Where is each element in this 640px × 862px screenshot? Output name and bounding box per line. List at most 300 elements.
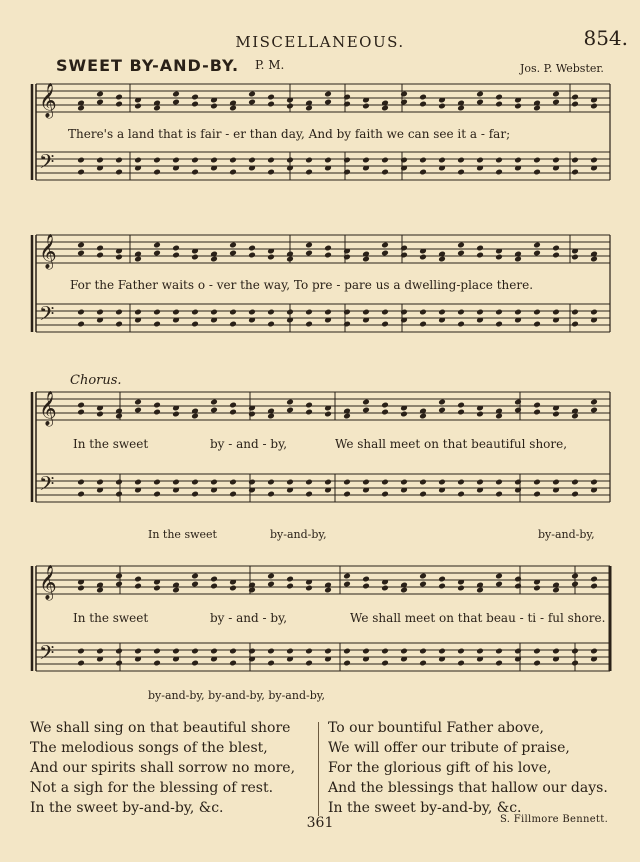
note-head: [419, 491, 427, 498]
note-head: [153, 660, 161, 667]
note-head: [590, 479, 598, 486]
note-head: [495, 660, 503, 667]
lyrics-line-3a: In the sweet: [73, 437, 149, 451]
note-head: [419, 581, 427, 588]
note-head: [476, 587, 484, 594]
note-head: [362, 399, 370, 406]
note-head: [343, 413, 351, 420]
verse-right-line-3: For the glorious gift of his love,: [328, 760, 552, 776]
note-head: [590, 399, 598, 406]
note-head: [514, 479, 522, 486]
note-head: [77, 157, 85, 164]
note-head: [438, 479, 446, 486]
note-head: [362, 648, 370, 655]
note-head: [267, 581, 275, 588]
lyrics-line-4c: We shall meet on that beau - ti - ful shore.: [350, 611, 606, 625]
verse-left: [30, 718, 295, 818]
note-head: [381, 402, 389, 409]
note-head: [438, 583, 446, 590]
note-head: [153, 491, 161, 498]
note-head: [343, 581, 351, 588]
note-head: [381, 491, 389, 498]
chorus-label: Chorus.: [70, 373, 122, 388]
note-head: [495, 94, 503, 101]
note-head: [495, 491, 503, 498]
note-head: [381, 660, 389, 667]
note-head: [210, 479, 218, 486]
note-head: [571, 254, 579, 261]
note-head: [343, 254, 351, 261]
note-head: [77, 491, 85, 498]
note-head: [400, 252, 408, 259]
note-head: [533, 309, 541, 316]
note-head: [476, 252, 484, 259]
note-head: [514, 407, 522, 414]
note-head: [590, 309, 598, 316]
note-head: [305, 321, 313, 328]
note-head: [267, 648, 275, 655]
note-head: [457, 585, 465, 592]
note-head: [77, 321, 85, 328]
note-head: [419, 309, 427, 316]
note-head: [96, 648, 104, 655]
note-head: [115, 413, 123, 420]
note-head: [134, 648, 142, 655]
note-head: [419, 479, 427, 486]
note-head: [134, 256, 142, 263]
note-head: [191, 309, 199, 316]
note-head: [362, 479, 370, 486]
note-head: [153, 309, 161, 316]
note-head: [134, 309, 142, 316]
note-head: [267, 169, 275, 176]
note-head: [286, 648, 294, 655]
note-head: [286, 583, 294, 590]
note-head: [514, 309, 522, 316]
note-head: [229, 242, 237, 249]
note-head: [495, 101, 503, 108]
note-head: [305, 242, 313, 249]
note-head: [229, 660, 237, 667]
note-head: [514, 583, 522, 590]
note-head: [153, 648, 161, 655]
note-head: [115, 157, 123, 164]
note-head: [476, 99, 484, 106]
note-head: [400, 309, 408, 316]
note-head: [438, 648, 446, 655]
note-head: [115, 309, 123, 316]
note-head: [381, 169, 389, 176]
note-head: [267, 413, 275, 420]
note-head: [495, 309, 503, 316]
note-head: [571, 157, 579, 164]
note-head: [172, 91, 180, 98]
note-head: [248, 648, 256, 655]
note-head: [533, 157, 541, 164]
note-head: [229, 105, 237, 112]
note-head: [381, 321, 389, 328]
note-head: [400, 91, 408, 98]
hymn-meter: P. M.: [255, 58, 285, 72]
lyrics-line-4a: In the sweet: [73, 611, 149, 625]
note-head: [305, 105, 313, 112]
lyrics-line-3b: by - and - by,: [210, 437, 288, 451]
note-head: [210, 583, 218, 590]
note-head: [343, 648, 351, 655]
note-head: [419, 157, 427, 164]
note-head: [571, 309, 579, 316]
note-head: [552, 479, 560, 486]
note-head: [229, 250, 237, 257]
note-head: [362, 103, 370, 110]
note-head: [552, 99, 560, 106]
note-head: [115, 648, 123, 655]
note-head: [571, 573, 579, 580]
note-head: [305, 648, 313, 655]
note-head: [267, 491, 275, 498]
lyrics-bass-3a: In the sweet: [148, 528, 217, 541]
note-head: [153, 479, 161, 486]
note-head: [419, 573, 427, 580]
note-head: [172, 411, 180, 418]
note-head: [305, 660, 313, 667]
note-head: [305, 491, 313, 498]
lyrics-bass-4: by-and-by, by-and-by, by-and-by,: [148, 689, 325, 702]
note-head: [343, 660, 351, 667]
note-head: [172, 252, 180, 259]
page-number: 361: [306, 815, 334, 831]
note-head: [77, 242, 85, 249]
note-head: [324, 99, 332, 106]
note-head: [476, 157, 484, 164]
note-head: [191, 660, 199, 667]
note-head: [362, 583, 370, 590]
note-head: [381, 479, 389, 486]
note-head: [115, 573, 123, 580]
note-head: [305, 157, 313, 164]
verse-right-line-4: And the blessings that hallow our days.: [328, 780, 608, 796]
note-head: [362, 309, 370, 316]
note-head: [438, 157, 446, 164]
note-head: [590, 583, 598, 590]
verse-left-line-1: We shall sing on that beautiful shore: [30, 720, 291, 736]
note-head: [400, 411, 408, 418]
verse-right-line-5: In the sweet by-and-by, &c.: [328, 800, 522, 816]
note-head: [286, 399, 294, 406]
note-head: [305, 585, 313, 592]
note-head: [191, 321, 199, 328]
note-head: [134, 399, 142, 406]
note-head: [305, 169, 313, 176]
note-head: [457, 309, 465, 316]
note-head: [571, 101, 579, 108]
note-head: [552, 648, 560, 655]
note-head: [343, 321, 351, 328]
note-head: [153, 169, 161, 176]
verse-left-line-2: The melodious songs of the blest,: [30, 740, 268, 756]
note-head: [229, 648, 237, 655]
note-head: [457, 491, 465, 498]
note-head: [476, 309, 484, 316]
hymn-number: 854.: [583, 26, 628, 50]
note-head: [343, 573, 351, 580]
note-head: [324, 479, 332, 486]
note-head: [381, 250, 389, 257]
note-head: [115, 94, 123, 101]
note-head: [77, 105, 85, 112]
note-head: [305, 250, 313, 257]
note-head: [191, 479, 199, 486]
note-head: [495, 157, 503, 164]
note-head: [267, 573, 275, 580]
note-head: [495, 581, 503, 588]
note-head: [286, 309, 294, 316]
note-head: [571, 491, 579, 498]
note-head: [77, 309, 85, 316]
note-head: [153, 105, 161, 112]
note-head: [457, 402, 465, 409]
note-head: [533, 402, 541, 409]
note-head: [552, 587, 560, 594]
note-head: [533, 648, 541, 655]
lyrics-bass-3c: by-and-by,: [538, 528, 595, 541]
note-head: [248, 587, 256, 594]
note-head: [229, 309, 237, 316]
note-head: [533, 169, 541, 176]
note-head: [134, 583, 142, 590]
note-head: [96, 479, 104, 486]
note-head: [438, 103, 446, 110]
note-head: [552, 309, 560, 316]
note-head: [533, 660, 541, 667]
hymn-title: SWEET BY-AND-BY.: [56, 56, 240, 75]
note-head: [457, 157, 465, 164]
note-head: [172, 99, 180, 106]
note-head: [248, 411, 256, 418]
note-head: [153, 409, 161, 416]
note-head: [153, 402, 161, 409]
note-head: [571, 413, 579, 420]
note-head: [362, 576, 370, 583]
note-head: [172, 479, 180, 486]
note-head: [343, 157, 351, 164]
note-head: [533, 321, 541, 328]
note-head: [476, 245, 484, 252]
note-head: [286, 157, 294, 164]
note-head: [210, 576, 218, 583]
note-head: [571, 581, 579, 588]
note-head: [229, 402, 237, 409]
note-head: [210, 103, 218, 110]
note-head: [248, 479, 256, 486]
note-head: [210, 407, 218, 414]
note-head: [210, 157, 218, 164]
note-head: [191, 94, 199, 101]
note-head: [571, 648, 579, 655]
note-head: [153, 585, 161, 592]
treble-clef-icon: 𝄞: [39, 565, 57, 600]
note-head: [134, 407, 142, 414]
note-head: [381, 105, 389, 112]
note-head: [533, 105, 541, 112]
note-head: [552, 252, 560, 259]
note-head: [229, 169, 237, 176]
note-head: [96, 157, 104, 164]
note-head: [267, 309, 275, 316]
note-head: [96, 587, 104, 594]
note-head: [381, 157, 389, 164]
note-head: [533, 242, 541, 249]
note-head: [457, 660, 465, 667]
note-head: [115, 321, 123, 328]
note-head: [552, 91, 560, 98]
note-head: [229, 479, 237, 486]
note-head: [77, 660, 85, 667]
note-head: [324, 252, 332, 259]
note-head: [191, 648, 199, 655]
note-head: [134, 103, 142, 110]
note-head: [552, 157, 560, 164]
note-head: [172, 309, 180, 316]
note-head: [343, 94, 351, 101]
note-head: [419, 413, 427, 420]
note-head: [191, 254, 199, 261]
note-head: [77, 169, 85, 176]
note-head: [419, 321, 427, 328]
note-head: [153, 242, 161, 249]
note-head: [153, 321, 161, 328]
note-head: [476, 479, 484, 486]
bass-clef-icon: 𝄢: [39, 150, 55, 178]
note-head: [571, 169, 579, 176]
note-head: [324, 648, 332, 655]
lyrics-line-2: For the Father waits o - ver the way, To pre - pare us a dwelling-place there.: [70, 278, 534, 292]
note-head: [533, 585, 541, 592]
note-head: [115, 479, 123, 486]
note-head: [115, 581, 123, 588]
note-head: [96, 309, 104, 316]
note-head: [153, 157, 161, 164]
note-head: [571, 660, 579, 667]
note-head: [229, 491, 237, 498]
note-head: [438, 399, 446, 406]
bass-clef-icon: 𝄢: [39, 641, 55, 669]
note-head: [438, 407, 446, 414]
note-head: [229, 157, 237, 164]
note-head: [96, 411, 104, 418]
note-head: [419, 254, 427, 261]
note-head: [590, 103, 598, 110]
note-head: [267, 660, 275, 667]
note-head: [248, 99, 256, 106]
note-head: [400, 479, 408, 486]
verse-right-line-2: We will offer our tribute of praise,: [328, 740, 570, 756]
note-head: [191, 157, 199, 164]
note-head: [324, 411, 332, 418]
note-head: [381, 409, 389, 416]
note-head: [229, 585, 237, 592]
note-head: [495, 254, 503, 261]
note-head: [419, 94, 427, 101]
note-head: [495, 573, 503, 580]
note-head: [115, 660, 123, 667]
note-head: [343, 491, 351, 498]
note-head: [286, 407, 294, 414]
lyrics-line-4b: by - and - by,: [210, 611, 288, 625]
note-head: [590, 576, 598, 583]
bass-clef-icon: 𝄢: [39, 472, 55, 500]
note-head: [495, 169, 503, 176]
verse-left-line-4: Not a sigh for the blessing of rest.: [30, 780, 274, 796]
note-head: [191, 101, 199, 108]
lyrics-line-1: There's a land that is fair - er than day, And by faith we can see it a - far;: [68, 127, 511, 141]
note-head: [514, 103, 522, 110]
treble-clef-icon: 𝄞: [39, 83, 57, 118]
note-head: [590, 407, 598, 414]
note-head: [514, 157, 522, 164]
note-head: [134, 576, 142, 583]
note-head: [362, 256, 370, 263]
note-head: [457, 321, 465, 328]
note-head: [210, 256, 218, 263]
note-head: [191, 169, 199, 176]
note-head: [381, 648, 389, 655]
note-head: [286, 256, 294, 263]
note-head: [96, 245, 104, 252]
note-head: [115, 254, 123, 261]
note-head: [248, 91, 256, 98]
note-head: [267, 157, 275, 164]
note-head: [457, 250, 465, 257]
note-head: [400, 587, 408, 594]
note-head: [305, 479, 313, 486]
note-head: [248, 245, 256, 252]
note-head: [438, 256, 446, 263]
hymn-composer: Jos. P. Webster.: [520, 62, 604, 75]
note-head: [400, 99, 408, 106]
note-head: [286, 576, 294, 583]
note-head: [419, 169, 427, 176]
note-head: [267, 94, 275, 101]
note-head: [134, 157, 142, 164]
note-head: [419, 660, 427, 667]
bass-clef-icon: 𝄢: [39, 302, 55, 330]
note-head: [191, 581, 199, 588]
note-head: [343, 101, 351, 108]
note-head: [514, 256, 522, 263]
note-head: [438, 576, 446, 583]
verse-right-line-1: To our bountiful Father above,: [328, 720, 544, 736]
note-head: [305, 309, 313, 316]
note-head: [172, 245, 180, 252]
note-head: [267, 254, 275, 261]
note-head: [514, 576, 522, 583]
note-head: [115, 491, 123, 498]
note-head: [172, 648, 180, 655]
note-head: [457, 242, 465, 249]
note-head: [77, 585, 85, 592]
note-head: [571, 94, 579, 101]
note-head: [229, 321, 237, 328]
note-head: [267, 321, 275, 328]
note-head: [324, 309, 332, 316]
note-head: [533, 491, 541, 498]
note-head: [533, 479, 541, 486]
note-head: [590, 157, 598, 164]
note-head: [286, 103, 294, 110]
note-head: [77, 402, 85, 409]
lyricist: S. Fillmore Bennett.: [500, 814, 609, 825]
